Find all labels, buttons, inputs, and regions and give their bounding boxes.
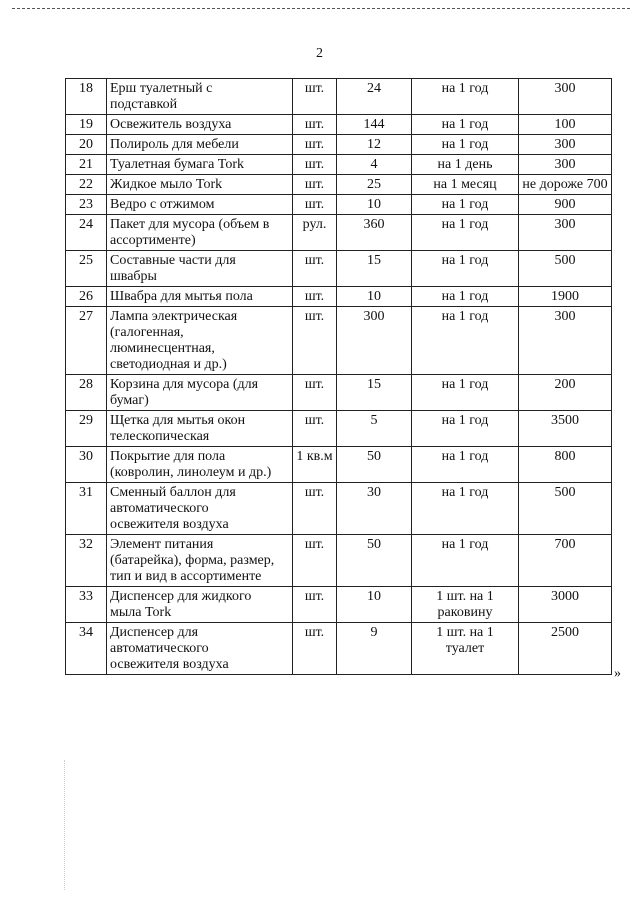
row-number: 19: [66, 115, 107, 135]
table-row: [66, 155, 612, 175]
row-number: 24: [66, 215, 107, 251]
unit: шт.: [293, 483, 337, 535]
period-line: туалет: [445, 641, 485, 656]
quantity: 50: [337, 535, 412, 587]
period-line: на 1 год: [441, 377, 489, 392]
item-name-line: Щетка для мытья окон: [110, 413, 246, 428]
item-name-line: освежителя воздуха: [110, 657, 229, 672]
period-line: на 1 год: [441, 197, 489, 212]
period-line: на 1 год: [441, 81, 489, 96]
unit: шт.: [293, 251, 337, 287]
row-number: 31: [66, 483, 107, 535]
quantity: 25: [337, 175, 412, 195]
period: [412, 195, 519, 215]
row-number: 25: [66, 251, 107, 287]
supplies-table: [65, 78, 612, 675]
period-line: на 1 год: [441, 413, 489, 428]
item-name-line: Пакет для мусора (объем в: [110, 217, 270, 232]
item-name-line: ассортименте): [110, 233, 196, 248]
quantity: 15: [337, 375, 412, 411]
quantity: 30: [337, 483, 412, 535]
period-line: на 1 год: [441, 449, 489, 464]
item-name-line: Покрытие для пола: [110, 449, 226, 464]
table-row: [66, 251, 612, 287]
unit: шт.: [293, 195, 337, 215]
table-row: [66, 287, 612, 307]
unit: шт.: [293, 287, 337, 307]
item-name: [107, 411, 293, 447]
table-row: [66, 411, 612, 447]
table-row: [66, 447, 612, 483]
table-row: [66, 135, 612, 155]
row-number: 22: [66, 175, 107, 195]
item-name: [107, 79, 293, 115]
price: 2500: [519, 623, 612, 675]
period-line: на 1 год: [441, 217, 489, 232]
price: 3500: [519, 411, 612, 447]
table-row: [66, 215, 612, 251]
period-line: 1 шт. на 1: [436, 589, 494, 604]
price: 300: [519, 307, 612, 375]
closing-quote: »: [614, 666, 621, 681]
period: [412, 411, 519, 447]
period: [412, 155, 519, 175]
row-number: 18: [66, 79, 107, 115]
item-name-line: Швабра для мытья пола: [110, 289, 253, 304]
period-line: 1 шт. на 1: [436, 625, 494, 640]
item-name-line: бумаг): [110, 393, 149, 408]
price: 300: [519, 215, 612, 251]
table-body: [66, 79, 612, 675]
period: [412, 447, 519, 483]
period: [412, 175, 519, 195]
item-name-line: (галогенная,: [110, 325, 184, 340]
period: [412, 115, 519, 135]
period: [412, 375, 519, 411]
period-line: на 1 год: [441, 289, 489, 304]
period-line: на 1 год: [441, 309, 489, 324]
row-number: 20: [66, 135, 107, 155]
period: [412, 79, 519, 115]
unit: шт.: [293, 623, 337, 675]
unit: шт.: [293, 155, 337, 175]
period: [412, 251, 519, 287]
item-name: [107, 195, 293, 215]
item-name-line: мыла Tork: [110, 605, 172, 620]
scan-margin-dots: [64, 760, 65, 890]
period: [412, 215, 519, 251]
period-line: на 1 год: [441, 137, 489, 152]
quantity: 12: [337, 135, 412, 155]
item-name-line: Корзина для мусора (для: [110, 377, 259, 392]
price: 200: [519, 375, 612, 411]
item-name: [107, 535, 293, 587]
unit: шт.: [293, 587, 337, 623]
price: не дороже 700: [519, 175, 612, 195]
item-name: [107, 215, 293, 251]
period-line: на 1 год: [441, 253, 489, 268]
table-row: [66, 79, 612, 115]
price: 1900: [519, 287, 612, 307]
period-line: на 1 год: [441, 117, 489, 132]
quantity: 5: [337, 411, 412, 447]
item-name-line: люминесцентная,: [110, 341, 215, 356]
table-row: [66, 375, 612, 411]
period: [412, 307, 519, 375]
row-number: 33: [66, 587, 107, 623]
table-row: [66, 195, 612, 215]
period: [412, 623, 519, 675]
unit: шт.: [293, 307, 337, 375]
quantity: 9: [337, 623, 412, 675]
item-name: [107, 175, 293, 195]
page-number: 2: [316, 46, 323, 61]
item-name: [107, 155, 293, 175]
row-number: 32: [66, 535, 107, 587]
quantity: 4: [337, 155, 412, 175]
quantity: 10: [337, 587, 412, 623]
item-name-line: Полироль для мебели: [110, 137, 239, 152]
quantity: 300: [337, 307, 412, 375]
item-name-line: Туалетная бумага Tork: [110, 157, 245, 172]
item-name-line: подставкой: [110, 97, 178, 112]
period-line: на 1 день: [437, 157, 493, 172]
price: 800: [519, 447, 612, 483]
item-name: [107, 447, 293, 483]
item-name: [107, 587, 293, 623]
item-name-line: светодиодная и др.): [110, 357, 227, 372]
item-name-line: швабры: [110, 269, 157, 284]
item-name: [107, 115, 293, 135]
table-row: [66, 535, 612, 587]
row-number: 30: [66, 447, 107, 483]
price: 700: [519, 535, 612, 587]
quantity: 360: [337, 215, 412, 251]
item-name-line: автоматического: [110, 501, 209, 516]
item-name: [107, 135, 293, 155]
row-number: 29: [66, 411, 107, 447]
unit: шт.: [293, 175, 337, 195]
table-row: [66, 483, 612, 535]
unit: шт.: [293, 535, 337, 587]
item-name-line: Ерш туалетный с: [110, 81, 213, 96]
period: [412, 587, 519, 623]
table-row: [66, 175, 612, 195]
item-name-line: (батарейка), форма, размер,: [110, 553, 275, 568]
table-row: [66, 115, 612, 135]
unit: шт.: [293, 135, 337, 155]
price: 900: [519, 195, 612, 215]
row-number: 26: [66, 287, 107, 307]
item-name-line: Жидкое мыло Tork: [110, 177, 223, 192]
quantity: 10: [337, 287, 412, 307]
price: 500: [519, 483, 612, 535]
period-line: на 1 год: [441, 485, 489, 500]
unit: шт.: [293, 115, 337, 135]
quantity: 50: [337, 447, 412, 483]
item-name-line: телескопическая: [110, 429, 210, 444]
period: [412, 483, 519, 535]
price: 3000: [519, 587, 612, 623]
item-name-line: Сменный баллон для: [110, 485, 236, 500]
top-dashed-rule: [12, 8, 630, 9]
item-name: [107, 307, 293, 375]
item-name-line: Освежитель воздуха: [110, 117, 232, 132]
period: [412, 535, 519, 587]
item-name-line: Элемент питания: [110, 537, 214, 552]
row-number: 27: [66, 307, 107, 375]
quantity: 144: [337, 115, 412, 135]
row-number: 23: [66, 195, 107, 215]
price: 300: [519, 135, 612, 155]
row-number: 21: [66, 155, 107, 175]
item-name-line: Составные части для: [110, 253, 236, 268]
item-name-line: Лампа электрическая: [110, 309, 238, 324]
quantity: 15: [337, 251, 412, 287]
item-name-line: Диспенсер для жидкого: [110, 589, 252, 604]
item-name: [107, 251, 293, 287]
quantity: 10: [337, 195, 412, 215]
unit: 1 кв.м: [293, 447, 337, 483]
table-row: [66, 307, 612, 375]
price: 100: [519, 115, 612, 135]
unit: шт.: [293, 411, 337, 447]
period-line: раковину: [437, 605, 493, 620]
unit: шт.: [293, 375, 337, 411]
row-number: 28: [66, 375, 107, 411]
item-name-line: автоматического: [110, 641, 209, 656]
period-line: на 1 месяц: [433, 177, 497, 192]
item-name: [107, 375, 293, 411]
item-name-line: освежителя воздуха: [110, 517, 229, 532]
item-name: [107, 483, 293, 535]
item-name: [107, 287, 293, 307]
item-name-line: Диспенсер для: [110, 625, 199, 640]
item-name: [107, 623, 293, 675]
item-name-line: Ведро с отжимом: [110, 197, 215, 212]
item-name-line: (ковролин, линолеум и др.): [110, 465, 272, 480]
price: 500: [519, 251, 612, 287]
quantity: 24: [337, 79, 412, 115]
unit: рул.: [293, 215, 337, 251]
row-number: 34: [66, 623, 107, 675]
table-row: [66, 623, 612, 675]
price: 300: [519, 155, 612, 175]
unit: шт.: [293, 79, 337, 115]
item-name-line: тип и вид в ассортименте: [110, 569, 262, 584]
table-row: [66, 587, 612, 623]
period: [412, 135, 519, 155]
period-line: на 1 год: [441, 537, 489, 552]
period: [412, 287, 519, 307]
price: 300: [519, 79, 612, 115]
